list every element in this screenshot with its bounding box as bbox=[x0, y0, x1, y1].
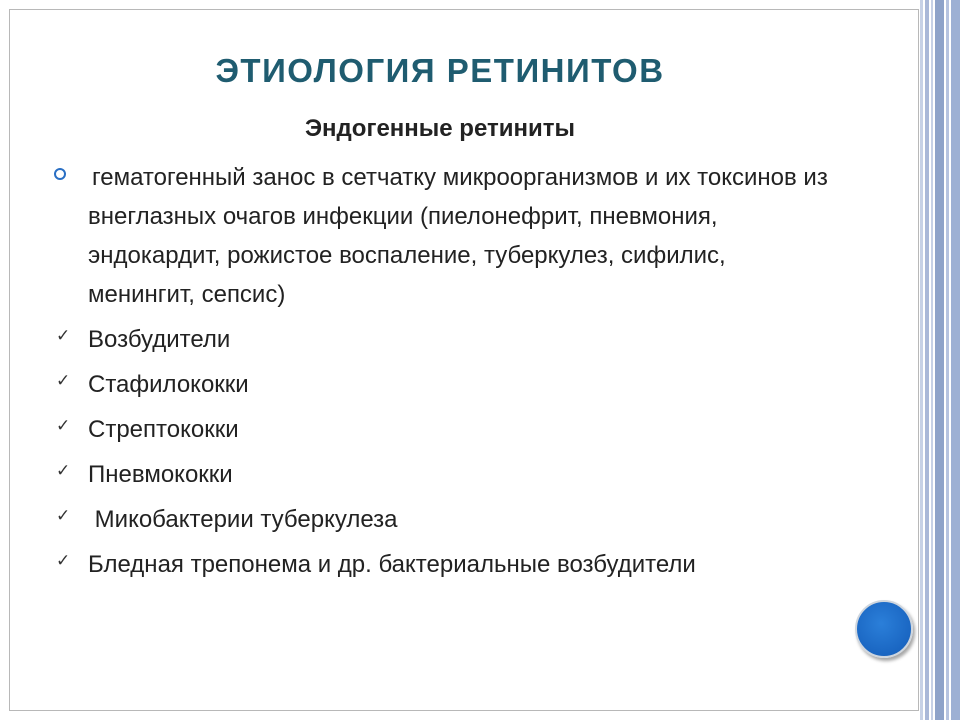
list-item-text: Микобактерии туберкулеза bbox=[88, 506, 398, 533]
checkmark-icon: ✓ bbox=[56, 416, 71, 435]
list-item-text: Пневмококки bbox=[88, 461, 233, 488]
checkmark-icon: ✓ bbox=[56, 551, 71, 570]
slide-title: ЭТИОЛОГИЯ РЕТИНИТОВ bbox=[215, 52, 665, 89]
list-item bbox=[54, 365, 834, 404]
checkmark-icon: ✓ bbox=[56, 326, 71, 345]
list-item bbox=[54, 320, 834, 359]
list-item-intro bbox=[54, 158, 834, 314]
list-item-text: Стафилококки bbox=[88, 371, 249, 398]
list-item-text: Бледная трепонема и др. бактериальные возбудители bbox=[88, 551, 696, 578]
slide-subtitle: Эндогенные ретиниты bbox=[304, 115, 575, 142]
list-item bbox=[54, 455, 834, 494]
list-item bbox=[54, 500, 834, 539]
decorative-side-stripes bbox=[920, 0, 960, 720]
checkmark-icon: ✓ bbox=[56, 461, 71, 480]
navigation-circle-button[interactable] bbox=[855, 600, 913, 658]
checkmark-icon: ✓ bbox=[56, 371, 71, 390]
slide-content bbox=[54, 158, 834, 590]
circle-bullet-icon bbox=[54, 168, 66, 180]
list-item bbox=[54, 545, 834, 584]
list-item-text: Возбудители bbox=[88, 326, 231, 353]
checkmark-icon: ✓ bbox=[56, 506, 71, 525]
list-item-text: Стрептококки bbox=[88, 416, 239, 443]
list-item bbox=[54, 410, 834, 449]
list-item-text: гематогенный занос в сетчатку микроорганизмов и их токсинов из внеглазных очагов инфекции (пиелонефрит, пневмония, эндокардит, рожистое воспаление, туберкулез, сифилис, менингит, сепсис) bbox=[88, 164, 828, 308]
